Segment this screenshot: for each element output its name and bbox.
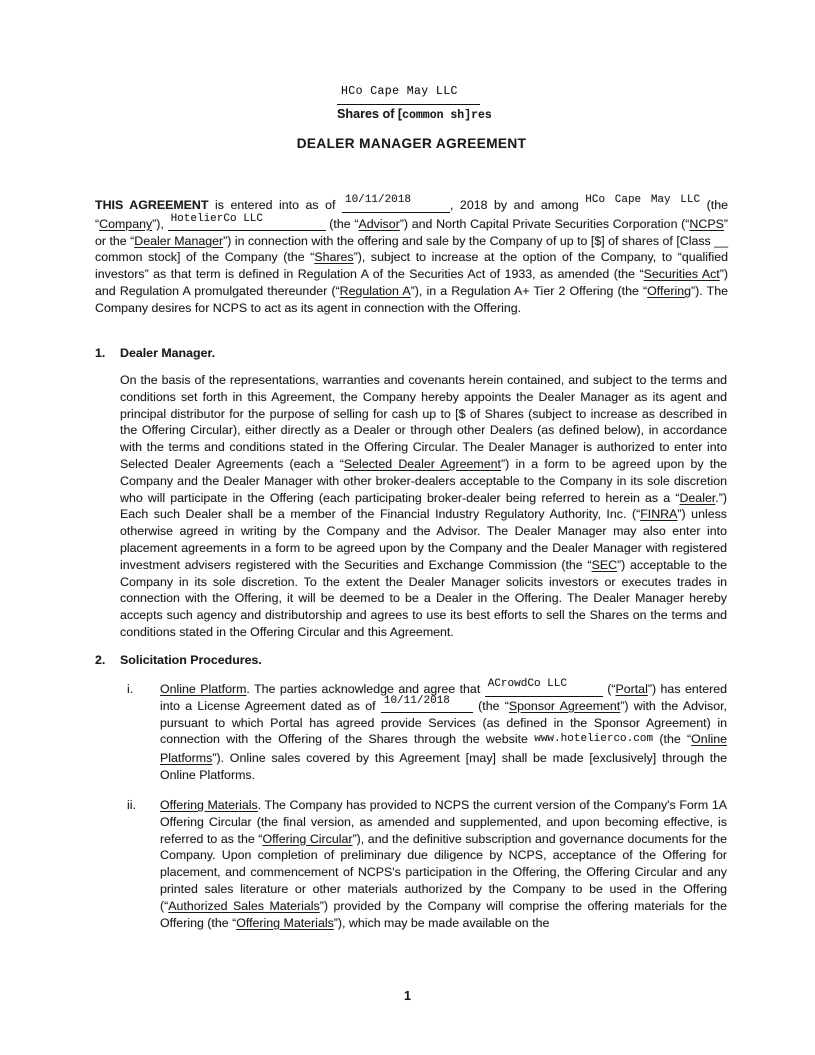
header-rule: [337, 104, 480, 105]
section-2-number: 2.: [95, 653, 106, 667]
section-2-heading: [95, 652, 262, 669]
opening-paragraph: THIS AGREEMENT is entered into as of 10/11/2018 , 2018 by and among HCo Cape May LLC (the “Company”), HotelierCo LLC (the “Advisor”) and North Capital Private Securities Corporation (“NCPS” or the “Dealer Manager”) in connection with the offering and sale by the Company of up to [$] of shares of [Class __ common stock] of the Company (the “Shares”), subject to increase at the option of the Company, to “qualified investors” as that term is defined in Regulation A of the Securities Act of 1933, as amended (the “Securities Act”) and Regulation A promulgated thereunder (“Regulation A”), in a Regulation A+ Tier 2 Offering (the “Offering”). The Company desires for NCPS to act as its agent in connection with the Offering.: [95, 194, 729, 315]
section-1-title: Dealer Manager.: [120, 346, 216, 360]
item-ii-body: Offering Materials. The Company has provided to NCPS the current version of the Company's Form 1A Offering Circular (the final version, as amended and supplemented, and upon becoming effective, is referred to as the “Offering Circular”), and the definitive subscription and governance documents for the Company. Upon completion of preliminary due diligence by NCPS, acceptance of the Offering for placement, and commencement of NCPS's participation in the Offering, the Offering Circular and any printed sales literature or other materials authorized by the Company to be used in the Offering (“Authorized Sales Materials”) provided by the Company will comprise the offering materials for the Offering (the “Offering Materials”), which may be made available on the: [160, 798, 727, 930]
document-header: [337, 84, 527, 125]
item-i-number: i.: [127, 682, 134, 696]
shares-line-prefix: Shares of [: [337, 106, 403, 121]
document-title: DEALER MANAGER AGREEMENT: [296, 136, 527, 151]
header-company-fill: HCo Cape May LLC: [341, 85, 458, 98]
page-number: 1: [403, 989, 411, 1003]
section-1-body: On the basis of the representations, warranties and covenants herein contained, and subject to the terms and conditions set forth in this Agreement, the Company hereby appoints the Dealer Manager as its agent and principal distributor for the purpose of selling for cash up to [$ of Shares (subject to increase as described in the Offering Circular), either directly as a Dealer or through other Dealers (as defined below), in accordance with the terms and conditions stated in the Offering Circular. The Dealer Manager is authorized to enter into Selected Dealer Agreements (each a “Selected Dealer Agreement”) in a form to be agreed upon by the Company and the Dealer Manager with other broker-dealers acceptable to the Company in its sole discretion who will participate in the Offering (each participating broker-dealer being referred to herein as a “Dealer.”) Each such Dealer shall be a member of the Financial Industry Regulatory Authority, Inc. (“FINRA”) unless otherwise agreed in writing by the Company and the Advisor. The Dealer Manager may also enter into placement agreements in a form to be agreed upon by the Company and the Dealer Manager with registered investment advisers registered with the Securities and Exchange Commission (the “SEC”) acceptable to the Company in its sole discretion. To the extent the Dealer Manager solicits investors or executes trades in connection with the Offering, it will be deemed to be a Dealer in the Offering. The Dealer Manager hereby accepts such agency and distributorship and agrees to use its best efforts to sell the Shares on the terms and conditions stated in the Offering Circular and this Agreement.: [120, 373, 728, 639]
section-2-title: Solicitation Procedures.: [120, 653, 262, 667]
section-2-item-ii: [127, 797, 727, 931]
item-ii-number: ii.: [127, 798, 136, 812]
section-1-number: 1.: [95, 346, 106, 360]
item-i-body: Online Platform. The parties acknowledge and agree that ACrowdCo LLC (“Portal”) has entered into a License Agreement dated as of 10/11/2018 (the “Sponsor Agreement”) with the Advisor, pursuant to which Portal has agreed provide Services (as defined in the Sponsor Agreement) in connection with the Offering of the Shares through the website www.hotelierco.com (the “Online Platforms”). Online sales covered by this Agreement [may] shall be made [exclusively] through the Online Platforms.: [160, 678, 727, 782]
shares-line: [337, 106, 527, 125]
section-1-heading: [95, 345, 215, 362]
shares-line-fill: common sh]res: [402, 108, 492, 122]
section-2-item-i: [127, 678, 727, 784]
